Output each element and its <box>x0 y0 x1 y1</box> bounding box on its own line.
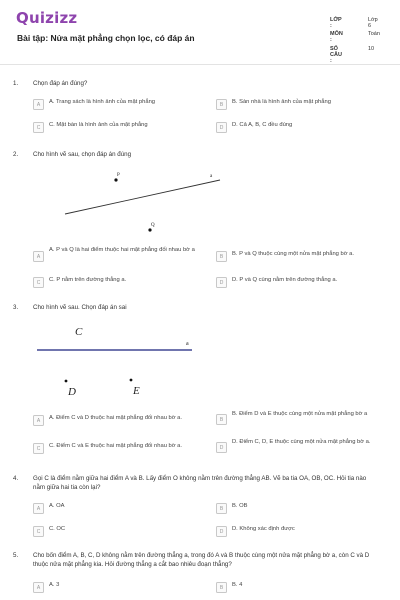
option-letter: B <box>216 582 227 593</box>
option-letter: B <box>216 503 227 514</box>
label-e: E <box>133 385 140 397</box>
option-letter: D <box>216 277 227 288</box>
option-letter: C <box>33 277 44 288</box>
question-text: Cho hình vẽ sau, chọn đáp án đúng <box>33 151 132 158</box>
option-a[interactable] <box>33 582 199 594</box>
question-text: Cho bốn điểm A, B, C, D không nằm trên đường thẳng a, trong đó A và B thuộc cùng một nửa mặt phẳng bờ a, còn C và D thuộc nửa mặt phẳng kia. Hỏi đường thẳng a cắt bao nhiêu đoạn thẳng? <box>33 552 370 568</box>
option-letter: D <box>216 122 227 133</box>
option-c[interactable] <box>33 277 199 289</box>
option-text: C. Mặt bàn là hình ảnh của mặt phẳng <box>49 122 148 128</box>
option-text: D. Cả A, B, C đều đúng <box>232 122 293 128</box>
option-letter: B <box>216 99 227 110</box>
label-q: Q <box>151 223 155 228</box>
option-letter: C <box>33 443 44 454</box>
option-b[interactable] <box>216 411 392 423</box>
option-letter: D <box>216 526 227 537</box>
option-letter: D <box>216 442 227 453</box>
option-text: B. P và Q thuộc cùng một nửa mặt phẳng bờ a. <box>232 251 354 257</box>
option-d[interactable] <box>216 122 382 134</box>
option-text: C. P nằm trên đường thẳng a. <box>49 277 127 283</box>
option-text: B. OB <box>232 503 248 509</box>
line-a <box>65 180 220 214</box>
point-d <box>65 380 68 383</box>
option-text: A. P và Q là hai điểm thuộc hai mặt phẳng đối nhau bờ a <box>49 247 195 253</box>
option-b[interactable] <box>216 582 382 594</box>
meta-value: Lớp 6 <box>368 17 378 29</box>
question-text: Cho hình vẽ sau. Chọn đáp án sai <box>33 304 127 311</box>
point-q <box>148 228 151 231</box>
option-c[interactable] <box>33 526 199 538</box>
option-letter: A <box>33 251 44 262</box>
option-b[interactable] <box>216 503 382 515</box>
option-a[interactable] <box>33 247 199 259</box>
worksheet-header <box>0 0 400 64</box>
meta-value: Toán <box>368 31 380 37</box>
option-text: B. Điểm D và E thuộc cùng một nửa mặt phẳng bờ a <box>232 411 368 417</box>
option-letter: A <box>33 99 44 110</box>
option-d[interactable] <box>216 526 382 538</box>
question-number: 3. <box>13 304 19 311</box>
page-title: Bài tập: Nửa mặt phẳng chọn lọc, có đáp án <box>17 33 195 43</box>
option-b[interactable] <box>216 99 382 111</box>
question-number: 1. <box>13 80 19 87</box>
quizizz-logo: Quizizz <box>16 9 78 27</box>
option-c[interactable] <box>33 122 199 134</box>
option-letter: A <box>33 415 44 426</box>
option-text: A. OA <box>49 503 65 509</box>
option-text: C. Điểm C và E thuộc hai mặt phẳng đối nhau bờ a. <box>49 443 183 449</box>
option-text: B. 4 <box>232 582 243 588</box>
option-letter: C <box>33 122 44 133</box>
option-letter: A <box>33 582 44 593</box>
label-a: a <box>210 174 213 179</box>
option-text: A. Trang sách là hình ảnh của mặt phẳng <box>49 99 156 105</box>
meta-value: 10 <box>368 46 375 52</box>
option-text: A. 3 <box>49 582 60 588</box>
option-text: B. Sàn nhà là hình ảnh của mặt phẳng <box>232 99 331 105</box>
option-text: D. Điểm C, D, E thuộc cùng một nửa mặt phẳng bờ a. <box>232 439 371 445</box>
question-number: 4. <box>13 475 19 482</box>
figure-q2 <box>55 166 235 238</box>
option-letter: B <box>216 414 227 425</box>
option-a[interactable] <box>33 415 219 427</box>
label-d: D <box>68 386 76 398</box>
meta-label: MÔN : <box>330 31 343 43</box>
question-number: 5. <box>13 552 19 559</box>
option-letter: B <box>216 251 227 262</box>
option-text: D. Không xác định được <box>232 526 295 532</box>
option-text: C. OC <box>49 526 66 532</box>
option-b[interactable] <box>216 251 397 263</box>
label-a: a <box>186 341 189 347</box>
point-e <box>130 379 133 382</box>
point-p <box>114 178 117 181</box>
label-c: C <box>75 326 83 338</box>
option-letter: C <box>33 526 44 537</box>
question-text: Chọn đáp án đúng? <box>33 80 88 87</box>
option-text: D. P và Q cùng nằm trên đường thẳng a. <box>232 277 338 283</box>
question-number: 2. <box>13 151 19 158</box>
figure-q3 <box>30 320 210 402</box>
option-c[interactable] <box>33 443 219 455</box>
header-divider <box>0 64 400 65</box>
meta-label: SỐ CÂU : <box>330 46 342 64</box>
label-p: P <box>117 173 120 178</box>
option-letter: A <box>33 503 44 514</box>
option-d[interactable] <box>216 277 397 289</box>
option-a[interactable] <box>33 99 199 111</box>
meta-label: LỚP : <box>330 17 342 29</box>
question-text: Gọi C là điểm nằm giữa hai điểm A và B. Lấy điểm O không nằm trên đường thẳng AB. Vẽ ba tia OA, OB, OC. Hỏi tia nào nằm giữa hai tia còn lại? <box>33 475 367 491</box>
option-text: A. Điểm C và D thuộc hai mặt phẳng đối nhau bờ a. <box>49 415 183 421</box>
option-a[interactable] <box>33 503 199 515</box>
option-d[interactable] <box>216 439 392 451</box>
